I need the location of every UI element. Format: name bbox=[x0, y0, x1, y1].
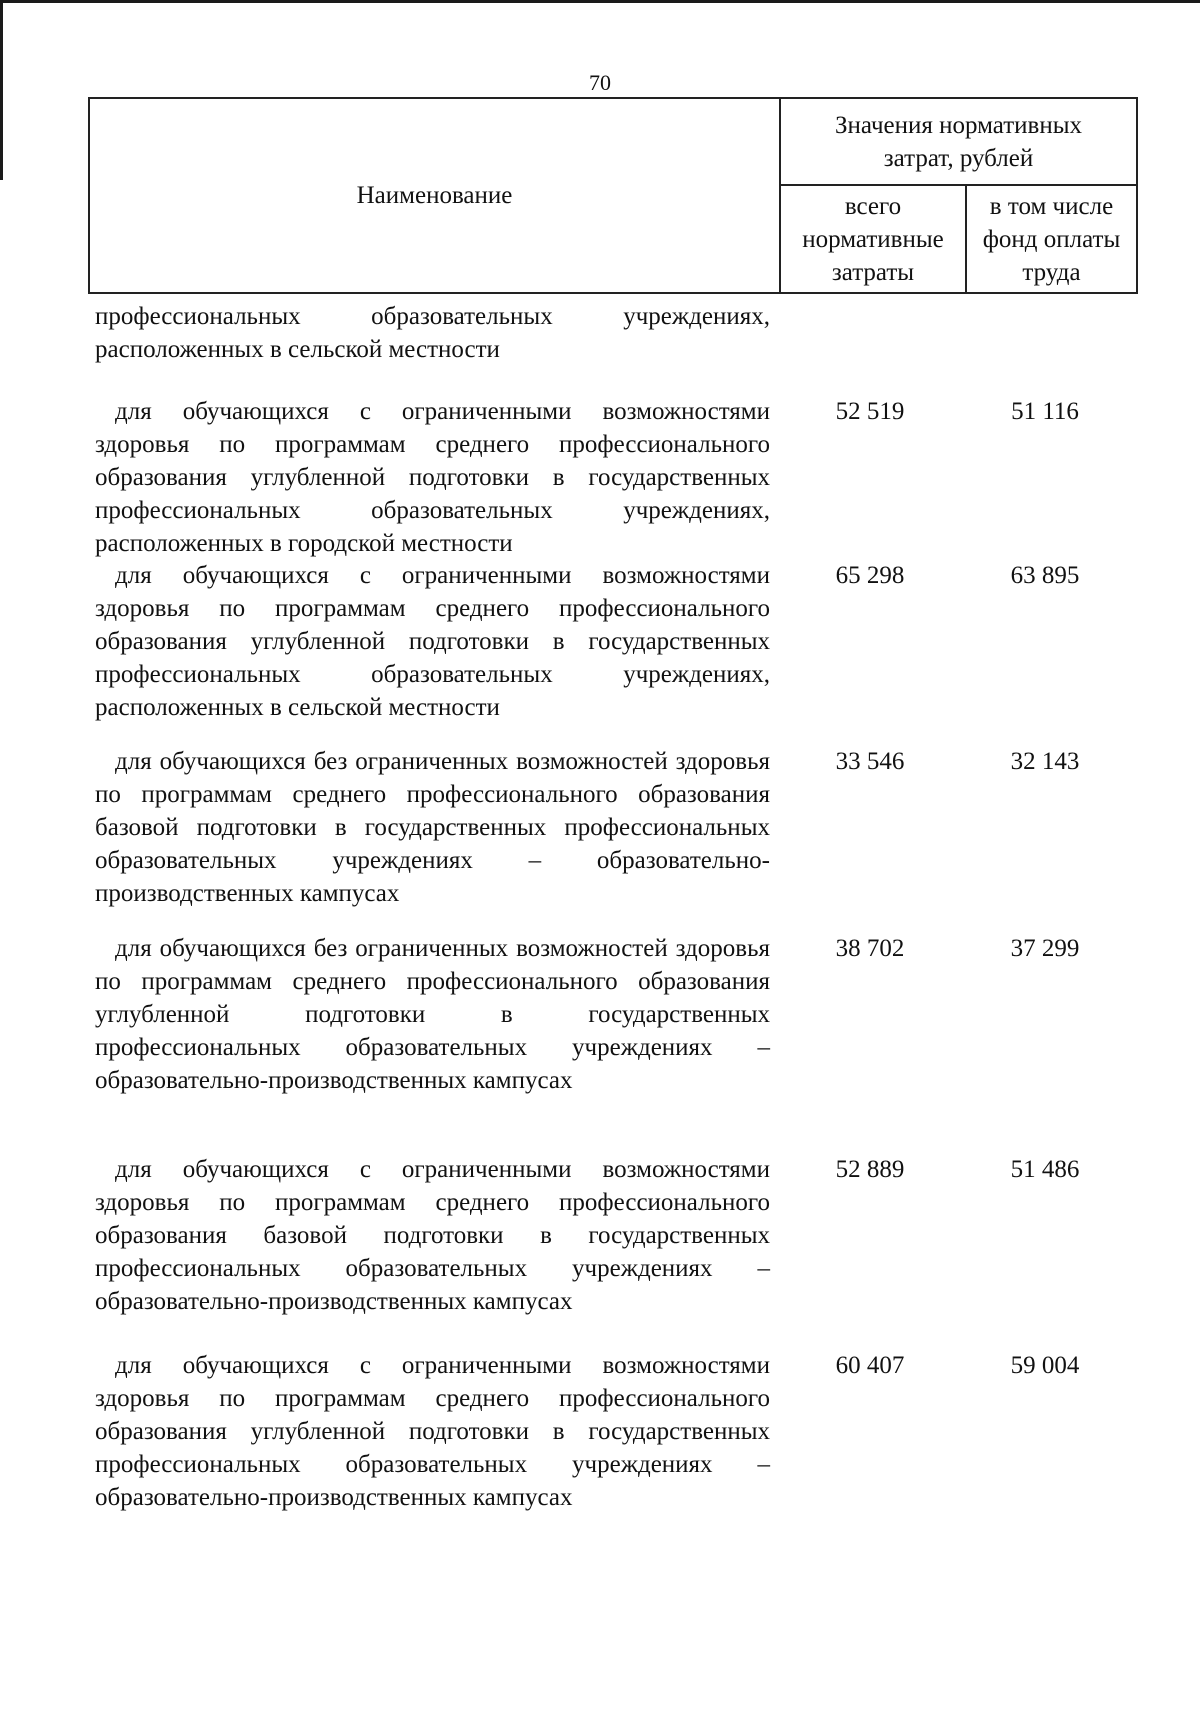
row-total-value: 65 298 bbox=[835, 562, 905, 589]
row-name: для обучающихся с ограниченными возможностями здоровья по программам среднего профессионального образования базовой подготовки в государственных профессиональных образовательных учреждениях – образовательно-производственных кампусах bbox=[95, 1156, 770, 1315]
row-payroll-value: 63 895 bbox=[1010, 562, 1080, 589]
header-values-group: Значения нормативных затрат, рублей bbox=[834, 111, 1083, 172]
header-payroll-column: в том числе фонд оплаты труда bbox=[982, 192, 1121, 286]
row-total-value: 52 519 bbox=[835, 398, 905, 425]
page-number: 70 bbox=[589, 70, 611, 95]
row-total-value: 33 546 bbox=[835, 748, 905, 775]
row-payroll-value: 59 004 bbox=[1010, 1352, 1080, 1379]
header-name-column: Наименование bbox=[356, 181, 513, 209]
row-total-value: 38 702 bbox=[835, 935, 905, 962]
row-payroll-value: 37 299 bbox=[1010, 935, 1080, 962]
table-header bbox=[88, 97, 1138, 294]
row-name: для обучающихся без ограниченных возможностей здоровья по программам среднего профессионального образования базовой подготовки в государственных профессиональных образовательных учреждениях – образовательно-производственных кампусах bbox=[95, 748, 770, 907]
row-name: для обучающихся без ограниченных возможностей здоровья по программам среднего профессионального образования углубленной подготовки в государственных профессиональных образовательных учреждениях – образовательно-производственных кампусах bbox=[95, 935, 770, 1094]
row-payroll-value: 32 143 bbox=[1010, 748, 1080, 775]
row-total-value: 60 407 bbox=[835, 1352, 905, 1379]
row-name: для обучающихся с ограниченными возможностями здоровья по программам среднего профессионального образования углубленной подготовки в государственных профессиональных образовательных учреждениях, расположенных в городской местности bbox=[95, 398, 770, 557]
scan-edge-left bbox=[0, 0, 3, 180]
scan-edge-top bbox=[0, 0, 1200, 3]
header-total-column: всего нормативные затраты bbox=[802, 192, 944, 286]
row-name: для обучающихся с ограниченными возможностями здоровья по программам среднего профессионального образования углубленной подготовки в государственных профессиональных образовательных учреждениях, расположенных в сельской местности bbox=[95, 562, 770, 721]
row-name: для обучающихся с ограниченными возможностями здоровья по программам среднего профессионального образования углубленной подготовки в государственных профессиональных образовательных учреждениях – образовательно-производственных кампусах bbox=[95, 1352, 770, 1511]
row-payroll-value: 51 486 bbox=[1010, 1156, 1080, 1183]
row-payroll-value: 51 116 bbox=[1011, 398, 1079, 425]
row-name: профессиональных образовательных учреждениях, расположенных в сельской местности bbox=[95, 303, 770, 363]
row-total-value: 52 889 bbox=[835, 1156, 905, 1183]
